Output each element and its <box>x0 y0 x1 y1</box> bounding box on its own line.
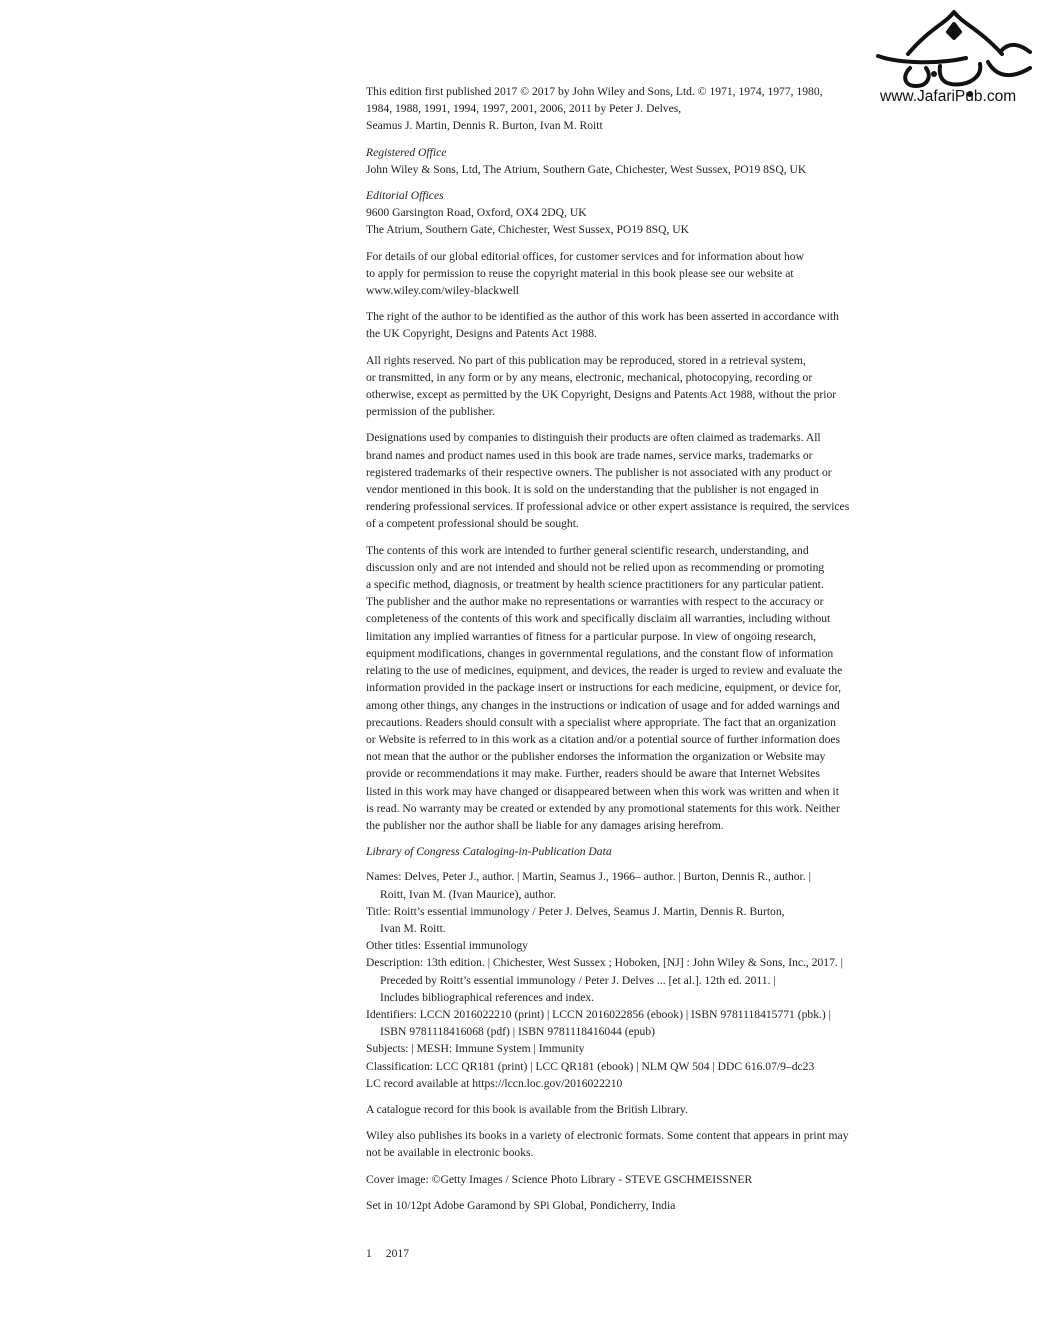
cover-image-credit <box>366 1171 922 1188</box>
text-line: the UK Copyright, Designs and Patents Act 1988. <box>366 327 597 341</box>
printing-year: 2017 <box>385 1247 409 1260</box>
text-line: For details of our global editorial offices, for customer services and for information about how <box>366 249 804 263</box>
editorial-offices <box>366 187 922 239</box>
text-line: Cover image: ©Getty Images / Science Photo Library - STEVE GSCHMEISSNER <box>366 1172 753 1186</box>
watermark-url: www.JafariPub.com <box>880 88 1017 105</box>
text-line: All rights reserved. No part of this publication may be reproduced, stored in a retrieval system, <box>366 353 806 367</box>
text-line: This edition first published 2017 © 2017 by John Wiley and Sons, Ltd. © 1971, 1974, 1977, 1980, <box>366 85 823 98</box>
text-line: The publisher and the author make no representations or warranties with respect to the accuracy or <box>366 595 824 609</box>
cip-entry-continuation: Includes bibliographical references and index. <box>380 990 595 1004</box>
text-line: The Atrium, Southern Gate, Chichester, West Sussex, PO19 8SQ, UK <box>366 223 689 237</box>
text-line: not be available in electronic books. <box>366 1146 534 1160</box>
details-paragraph <box>366 248 922 300</box>
rights-reserved-paragraph <box>366 352 922 421</box>
text-line: to apply for permission to reuse the copyright material in this book please see our website at <box>366 266 794 280</box>
website-link[interactable]: www.wiley.com/wiley-blackwell <box>366 284 520 298</box>
text-line: equipment modifications, changes in governmental regulations, and the constant flow of information <box>366 646 834 660</box>
cip-entry-first: Other titles: Essential immunology <box>366 939 528 953</box>
cip-entry-first: Identifiers: LCCN 2016022210 (print) | LCCN 2016022856 (ebook) | ISBN 9781118415771 (pbk.) | <box>366 1007 831 1021</box>
text-line: provide or recommendations it may make. Further, readers should be aware that Internet Websites <box>366 767 820 781</box>
text-line: Wiley also publishes its books in a variety of electronic formats. Some content that appears in print may <box>366 1129 849 1143</box>
text-line: of a competent professional should be sought. <box>366 517 579 531</box>
text-line: listed in this work may have changed or disappeared between when this work was written and when it <box>366 784 839 798</box>
text-line: a specific method, diagnosis, or treatment by health science practitioners for any particular patient. <box>366 578 824 592</box>
text-line: among other things, any changes in the instructions or indication of usage and for added warnings and <box>366 698 840 712</box>
text-line: limitation any implied warranties of fitness for a particular purpose. In view of ongoing research, <box>366 629 817 643</box>
text-line: The right of the author to be identified as the author of this work has been asserted in accordance with <box>366 310 839 324</box>
author-right-paragraph <box>366 308 922 342</box>
cip-entry-first: Title: Roitt’s essential immunology / Peter J. Delves, Seamus J. Martin, Dennis R. Burton, <box>366 904 785 918</box>
registered-office-heading: Registered Office <box>366 145 447 159</box>
text-line: discussion only and are not intended and should not be relied upon as recommending or promoting <box>366 560 825 574</box>
cip-entry-continuation: Preceded by Roitt’s essential immunology / Peter J. Delves ... [et al.]. 12th ed. 2011. | <box>380 973 776 987</box>
text-line: Set in 10/12pt Adobe Garamond by SPi Global, Pondicherry, India <box>366 1198 676 1212</box>
cip-heading: Library of Congress Cataloging-in-Publication Data <box>366 845 612 859</box>
text-line: Designations used by companies to distinguish their products are often claimed as trademarks. All <box>366 431 821 445</box>
copyright-page <box>366 83 922 1223</box>
cip-entry-first: Classification: LCC QR181 (print) | LCC QR181 (ebook) | NLM QW 504 | DDC 616.07/9–dc23 <box>366 1059 815 1073</box>
text-line: permission of the publisher. <box>366 405 495 419</box>
text-line: brand names and product names used in this book are trade names, service marks, trademarks or <box>366 448 813 462</box>
text-line: relating to the use of medicines, equipment, and devices, the reader is urged to review and evaluate the <box>366 664 843 678</box>
text-line: is read. No warranty may be created or extended by any promotional statements for this work. Neither <box>366 801 840 815</box>
text-line: 9600 Garsington Road, Oxford, OX4 2DQ, UK <box>366 206 587 220</box>
cip-entry-continuation: Roitt, Ivan M. (Ivan Maurice), author. <box>380 887 557 901</box>
text-line: information provided in the package insert or instructions for each medicine, equipment, or device for, <box>366 681 842 695</box>
cip-entry-first: Subjects: | MESH: Immune System | Immunity <box>366 1042 585 1056</box>
text-line: Seamus J. Martin, Dennis R. Burton, Ivan M. Roitt <box>366 119 603 133</box>
text-line: not mean that the author or the publisher endorses the information the organization or Website may <box>366 750 826 764</box>
text-line: vendor mentioned in this book. It is sold on the understanding that the publisher is not engaged in <box>366 483 819 497</box>
text-line: A catalogue record for this book is available from the British Library. <box>366 1102 688 1116</box>
cip-entry-first: Names: Delves, Peter J., author. | Martin, Seamus J., 1966– author. | Burton, Dennis R., author. | <box>366 870 811 884</box>
registered-office <box>366 144 922 178</box>
edition-paragraph <box>366 83 922 135</box>
text-line: John Wiley & Sons, Ltd, The Atrium, Southern Gate, Chichester, West Sussex, PO19 8SQ, UK <box>366 162 807 176</box>
text-line: the publisher nor the author shall be liable for any damages arising herefrom. <box>366 818 724 832</box>
text-line: rendering professional services. If professional advice or other expert assistance is required, the services <box>366 500 850 514</box>
text-line: or Website is referred to in this work as a citation and/or a potential source of further information does <box>366 732 841 746</box>
disclaimer-paragraph <box>366 542 922 834</box>
editorial-offices-heading: Editorial Offices <box>366 189 444 203</box>
cip-entry-first: Description: 13th edition. | Chichester, West Sussex ; Hoboken, [NJ] : John Wiley & Sons, Inc., 2017. | <box>366 956 844 970</box>
text-line: The contents of this work are intended to further general scientific research, understanding, and <box>366 543 809 557</box>
text-line: otherwise, except as permitted by the UK Copyright, Designs and Patents Act 1988, without the prior <box>366 388 837 402</box>
printing-line <box>366 1247 423 1260</box>
trademarks-paragraph <box>366 429 922 532</box>
text-line: completeness of the contents of this work and specifically disclaim all warranties, including without <box>366 612 831 626</box>
cip-data <box>366 843 922 1092</box>
catalogue-record <box>366 1101 922 1118</box>
text-line: registered trademarks of their respective owners. The publisher is not associated with any product or <box>366 465 832 479</box>
cip-entry-continuation: Ivan M. Roitt. <box>380 921 446 935</box>
text-line: or transmitted, in any form or by any means, electronic, mechanical, photocopying, recording or <box>366 370 813 384</box>
printing-number: 1 <box>366 1247 372 1260</box>
cip-lc-record-link[interactable]: LC record available at https://lccn.loc.gov/2016022210 <box>366 1076 623 1090</box>
cip-entry-continuation: ISBN 9781118416068 (pdf) | ISBN 9781118416044 (epub) <box>380 1025 655 1039</box>
text-line: 1984, 1988, 1991, 1994, 1997, 2001, 2006, 2011 by Peter J. Delves, <box>366 102 682 116</box>
electronic-formats-paragraph <box>366 1127 922 1161</box>
typeset-note <box>366 1197 922 1214</box>
text-line: precautions. Readers should consult with a specialist where appropriate. The fact that an organization <box>366 715 836 729</box>
